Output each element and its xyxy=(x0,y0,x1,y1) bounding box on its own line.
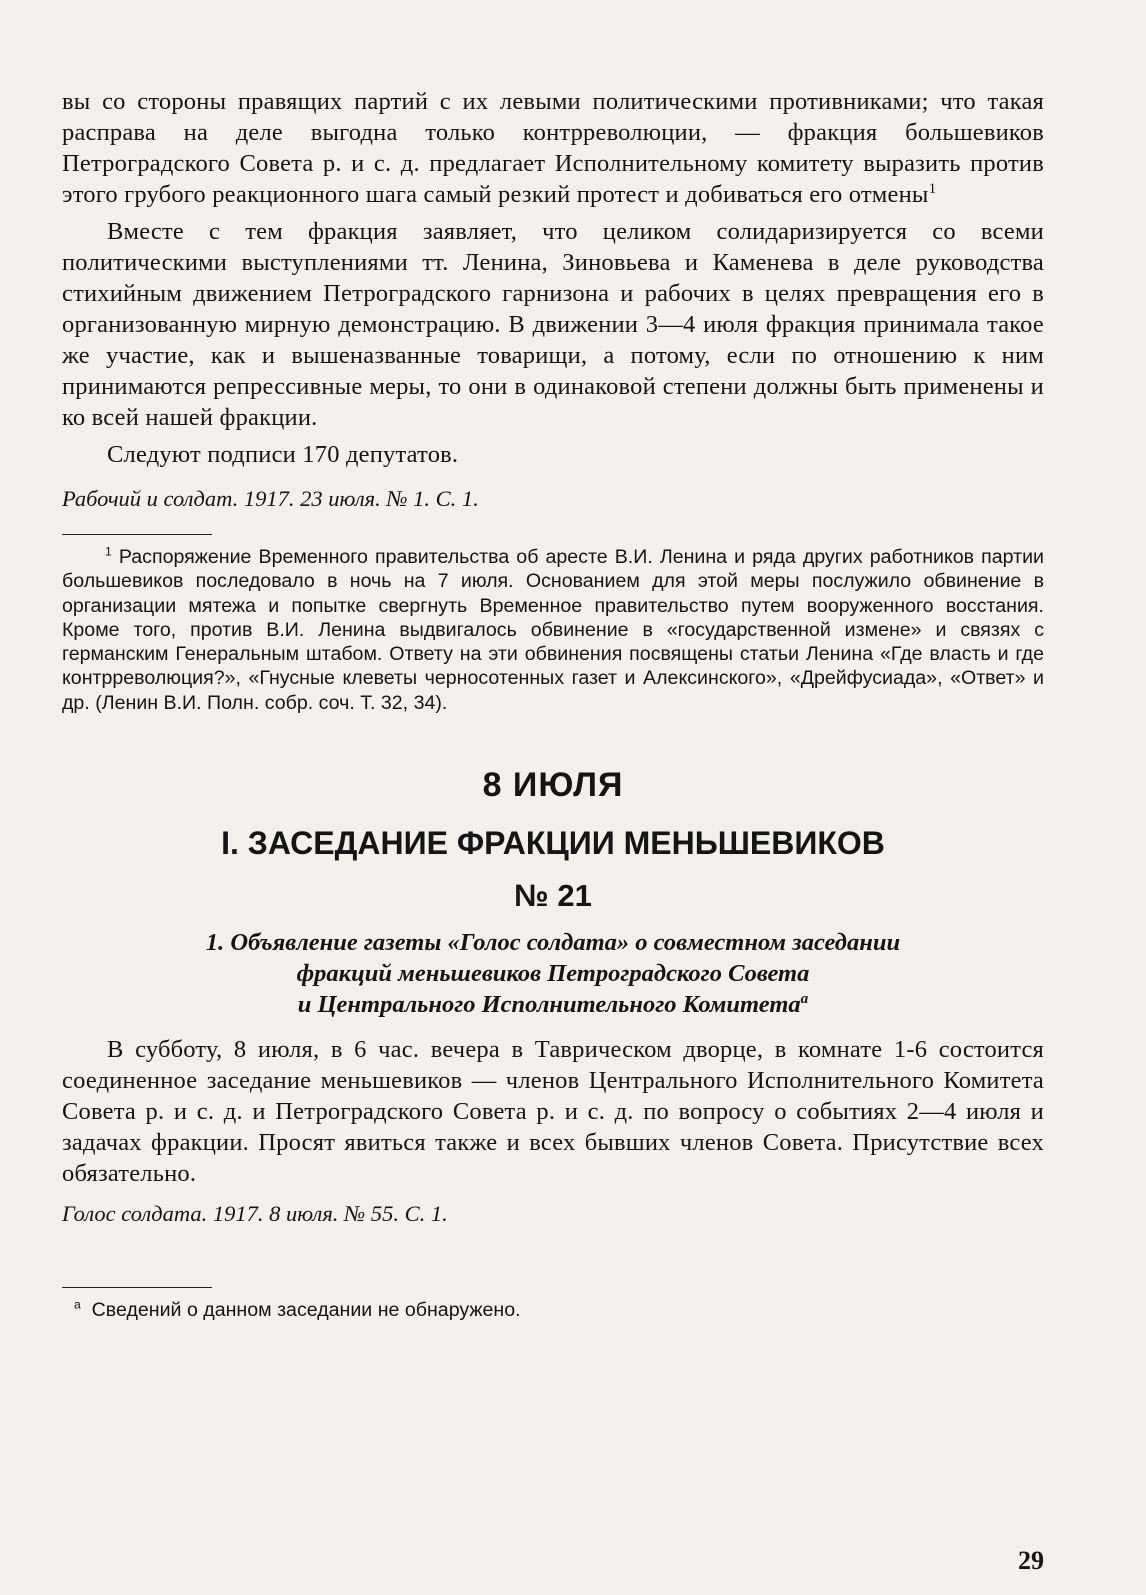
footnote-divider xyxy=(62,1287,212,1288)
footnote-reference[interactable]: a xyxy=(800,989,809,1007)
paragraph-solidarity: Вместе с тем фракция заявляет, что целиком солидаризируется со всеми политическими выступлениями тт. Ленина, Зиновьева и Каменева в деле руководства стихийным движением Петроградского гарнизона и рабочих в целях превращения его в организованную мирную демонстрацию. В движении 3—4 июля фракция принимала такое же участие, как и вышеназванные товарищи, а потому, если по отношению к ним принимаются репрессивные меры, то они в одинаковой степени должны быть применены и ко всей нашей фракции. xyxy=(62,218,1044,431)
document-page xyxy=(62,86,1044,1576)
source-citation: Рабочий и солдат. 1917. 23 июля. № 1. С. 1. xyxy=(62,486,479,511)
announcement-text: В субботу, 8 июля, в 6 час. вечера в Таврическом дворце, в комнате 1-6 состоится соединенное заседание меньшевиков — членов Центрального Исполнительного Комитета Совета р. и с. д. и Петроградского Совета р. и с. д. по вопросу о событиях 2—4 июля и задачах фракции. Просят явиться также и всех бывших членов Совета. Присутствие всех обязательно. xyxy=(62,1036,1044,1188)
footnote-divider xyxy=(62,534,212,535)
footnote-mark: a xyxy=(74,1297,81,1312)
date-heading: 8 ИЮЛЯ xyxy=(482,766,624,805)
paragraph-continuation: вы со стороны правящих партий с их левыми политическими противниками; что такая расправа на деле выгодна только контрреволюции, — фракция большевиков Петроградского Совета р. и с. д. предлагает Исполнительному комитету выразить против этого грубого реакционного шага самый резкий протест и добиваться его отмены$^1$ xyxy=(62,88,1044,208)
document-number: № 21 xyxy=(514,878,592,914)
footnote-reference[interactable]: 1 xyxy=(928,179,937,197)
footnote-1: $^1$ Распоряжение Временного правительства об аресте В.И. Ленина и ряда других работников партии большевиков последовало в ночь на 7 июля. Основанием для этой меры послужило обвинение в организации мятежа и попытке свергнуть Временное правительство путем вооруженного восстания. Кроме того, против В.И. Ленина выдвигалось обвинение в «государственной измене» и связях с германским Генеральным штабом. Ответу на эти обвинения посвящены статьи Ленина «Где власть и где контрреволюция?», «Гнусные клеветы черносотенных газет и Алексинского», «Дрейфусиада», «Ответ» и др. (Ленин В.И. Полн. собр. соч. Т. 32, 34). xyxy=(62,544,1044,714)
document-title: 1. Объявление газеты «Голос солдата» о совместном заседании фракций меньшевиков Петроградского Совета и Центрального Исполнительного Комитета$^a$ xyxy=(205,929,901,1019)
page-number: 29 xyxy=(1018,1546,1044,1575)
source-citation: Голос солдата. 1917. 8 июля. № 55. С. 1. xyxy=(62,1201,448,1227)
footnote-mark: 1 xyxy=(105,544,112,559)
footnote-a: $^a$ Сведений о данном заседании не обнаружено. xyxy=(74,1297,521,1322)
paragraph-signatures: Следуют подписи 170 депутатов. xyxy=(107,441,459,468)
section-heading: I. ЗАСЕДАНИЕ ФРАКЦИИ МЕНЬШЕВИКОВ xyxy=(221,825,885,862)
